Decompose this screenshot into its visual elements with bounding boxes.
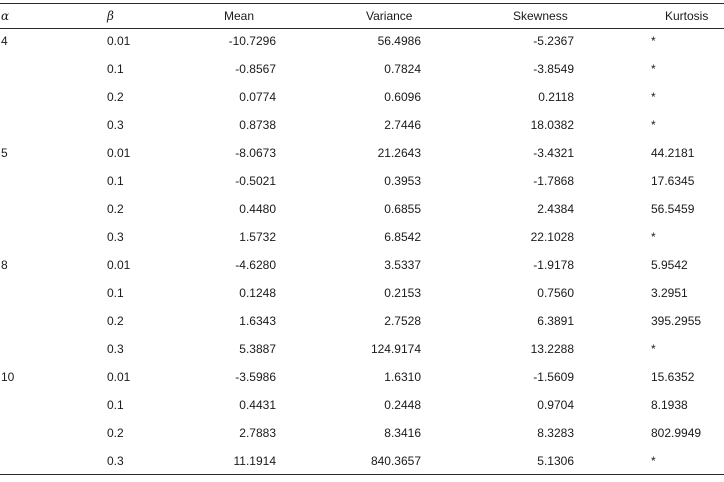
table-row xyxy=(0,28,724,56)
header-mean: Mean xyxy=(224,9,255,23)
cell-mean: -0.8567 xyxy=(235,62,276,76)
cell-kurtosis: * xyxy=(651,90,656,104)
cell-kurtosis: 3.2951 xyxy=(651,286,688,300)
cell-beta: 0.01 xyxy=(107,146,131,160)
table-row xyxy=(0,448,724,476)
header-variance: Variance xyxy=(366,9,413,23)
cell-mean: -4.6280 xyxy=(235,258,276,272)
cell-kurtosis: 395.2955 xyxy=(651,314,702,328)
cell-kurtosis: * xyxy=(651,62,656,76)
cell-kurtosis: * xyxy=(651,118,656,132)
cell-variance: 0.3953 xyxy=(384,174,421,188)
cell-beta: 0.01 xyxy=(107,370,131,384)
cell-skewness: 22.1028 xyxy=(530,230,574,244)
table-row xyxy=(0,224,724,252)
header-beta: β xyxy=(107,9,114,23)
cell-beta: 0.1 xyxy=(107,174,124,188)
cell-alpha: 8 xyxy=(1,258,8,272)
cell-variance: 2.7446 xyxy=(384,118,421,132)
cell-kurtosis: * xyxy=(651,342,656,356)
cell-skewness: -1.9178 xyxy=(533,258,574,272)
table-header-row xyxy=(0,3,724,31)
cell-skewness: 0.9704 xyxy=(537,398,574,412)
cell-variance: 0.2448 xyxy=(384,398,421,412)
cell-mean: -8.0673 xyxy=(235,146,276,160)
cell-alpha: 4 xyxy=(1,34,8,48)
table-row xyxy=(0,140,724,168)
table-row xyxy=(0,56,724,84)
cell-mean: 0.4431 xyxy=(239,398,276,412)
cell-skewness: -1.5609 xyxy=(533,370,574,384)
header-skewness: Skewness xyxy=(513,9,568,23)
cell-kurtosis: 5.9542 xyxy=(651,258,688,272)
header-alpha: α xyxy=(1,9,10,23)
cell-beta: 0.3 xyxy=(107,118,124,132)
table-row xyxy=(0,420,724,448)
cell-beta: 0.1 xyxy=(107,286,124,300)
cell-skewness: 0.2118 xyxy=(538,90,574,104)
cell-kurtosis: 56.5459 xyxy=(651,202,695,216)
table-row xyxy=(0,308,724,336)
cell-kurtosis: 44.2181 xyxy=(651,146,695,160)
cell-variance: 840.3657 xyxy=(370,454,421,468)
cell-skewness: -1.7868 xyxy=(533,174,574,188)
cell-mean: 0.4480 xyxy=(239,202,276,216)
cell-variance: 124.9174 xyxy=(370,342,421,356)
cell-kurtosis: 802.9949 xyxy=(651,426,702,440)
cell-variance: 56.4986 xyxy=(377,34,421,48)
table-row xyxy=(0,392,724,420)
cell-skewness: -3.8549 xyxy=(533,62,574,76)
cell-beta: 0.3 xyxy=(107,342,124,356)
table-row xyxy=(0,252,724,280)
cell-mean: 1.6343 xyxy=(239,314,276,328)
cell-variance: 2.7528 xyxy=(384,314,421,328)
header-kurtosis: Kurtosis xyxy=(665,9,709,23)
cell-beta: 0.2 xyxy=(107,202,124,216)
cell-mean: -10.7296 xyxy=(228,34,276,48)
cell-skewness: 5.1306 xyxy=(537,454,574,468)
cell-variance: 8.3416 xyxy=(384,426,421,440)
cell-mean: 1.5732 xyxy=(239,230,276,244)
cell-mean: 0.1248 xyxy=(239,286,276,300)
cell-beta: 0.3 xyxy=(107,454,124,468)
table-row xyxy=(0,196,724,224)
table-row xyxy=(0,112,724,140)
cell-kurtosis: 8.1938 xyxy=(651,398,688,412)
cell-beta: 0.2 xyxy=(107,90,124,104)
table-row xyxy=(0,84,724,112)
cell-mean: 11.1914 xyxy=(233,454,276,468)
cell-variance: 6.8542 xyxy=(384,230,421,244)
cell-variance: 1.6310 xyxy=(384,370,421,384)
cell-mean: 0.8738 xyxy=(239,118,276,132)
cell-variance: 3.5337 xyxy=(384,258,421,272)
table-row xyxy=(0,168,724,196)
cell-skewness: 2.4384 xyxy=(537,202,574,216)
cell-variance: 0.7824 xyxy=(384,62,421,76)
cell-kurtosis: 17.6345 xyxy=(651,174,695,188)
cell-beta: 0.01 xyxy=(107,258,131,272)
cell-variance: 0.2153 xyxy=(384,286,421,300)
table-bottom-rule xyxy=(0,474,724,475)
cell-beta: 0.01 xyxy=(107,34,131,48)
table-row xyxy=(0,336,724,364)
cell-skewness: 13.2288 xyxy=(530,342,574,356)
cell-skewness: -5.2367 xyxy=(533,34,574,48)
cell-skewness: -3.4321 xyxy=(533,146,574,160)
cell-skewness: 8.3283 xyxy=(537,426,574,440)
cell-mean: 0.0774 xyxy=(239,90,276,104)
table-row xyxy=(0,280,724,308)
cell-beta: 0.2 xyxy=(107,426,124,440)
cell-skewness: 6.3891 xyxy=(537,314,574,328)
cell-skewness: 18.0382 xyxy=(530,118,574,132)
cell-beta: 0.1 xyxy=(107,62,124,76)
cell-alpha: 5 xyxy=(1,146,8,160)
cell-skewness: 0.7560 xyxy=(537,286,574,300)
cell-beta: 0.1 xyxy=(107,398,124,412)
cell-kurtosis: * xyxy=(651,454,656,468)
cell-variance: 0.6855 xyxy=(384,202,421,216)
cell-alpha: 10 xyxy=(1,370,15,384)
cell-mean: 5.3887 xyxy=(239,342,276,356)
cell-kurtosis: * xyxy=(651,34,656,48)
cell-beta: 0.2 xyxy=(107,314,124,328)
cell-kurtosis: 15.6352 xyxy=(651,370,695,384)
cell-kurtosis: * xyxy=(651,230,656,244)
cell-mean: -3.5986 xyxy=(235,370,276,384)
cell-variance: 21.2643 xyxy=(377,146,421,160)
cell-beta: 0.3 xyxy=(107,230,124,244)
cell-mean: -0.5021 xyxy=(235,174,276,188)
cell-variance: 0.6096 xyxy=(384,90,421,104)
cell-mean: 2.7883 xyxy=(239,426,276,440)
table-row xyxy=(0,364,724,392)
